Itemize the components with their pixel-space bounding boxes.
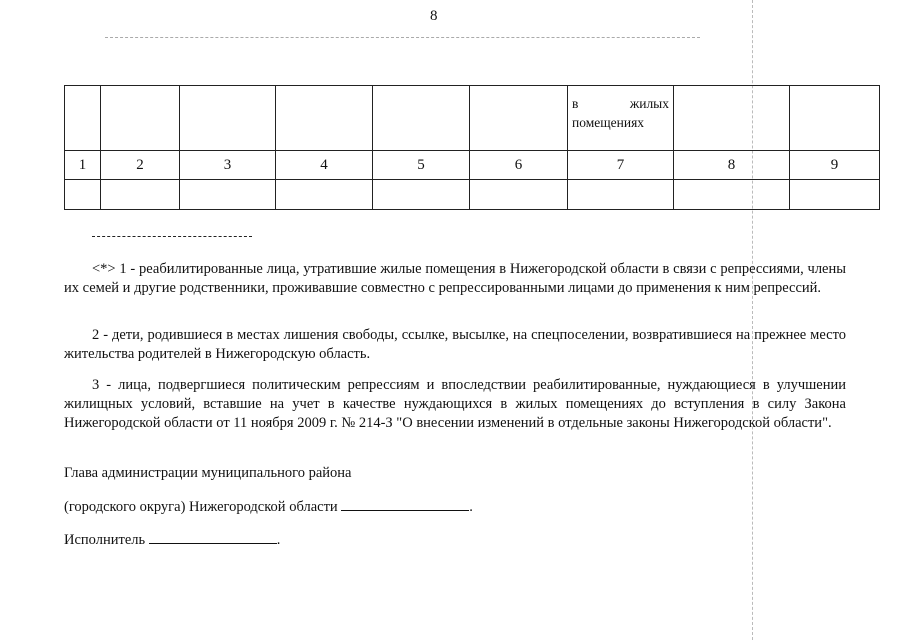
header-cell [674, 86, 790, 151]
header-cell [180, 86, 276, 151]
empty-cell [101, 180, 180, 210]
header-cell [373, 86, 470, 151]
table-number-row [65, 151, 880, 180]
empty-cell [276, 180, 373, 210]
column-number: 5 [373, 151, 470, 180]
data-table [64, 85, 880, 210]
header-cell: в жилых помещениях [568, 86, 674, 151]
header-cell [101, 86, 180, 151]
header-rule [105, 37, 700, 38]
column-number: 3 [180, 151, 276, 180]
signature-blank[interactable] [341, 498, 469, 511]
signature-title: Глава администрации муниципального района [64, 465, 352, 481]
empty-cell [790, 180, 880, 210]
footnote-3: 3 - лица, подвергшиеся политическим репрессиям и впоследствии реабилитированные, нуждающиеся в улучшении жилищных условий, вставшие на учет в качестве нуждающихся в жилых помещениях до вступления в силу Закона Нижегородской области от 11 ноября 2009 г. № 214-З "О внесении изменений в отдельные законы Нижегородской области". [64, 377, 846, 431]
executor-period: . [276, 532, 281, 548]
empty-cell [65, 180, 101, 210]
column-number: 4 [276, 151, 373, 180]
column-number: 8 [674, 151, 790, 180]
executor-label: Исполнитель [64, 532, 146, 548]
page-number: 8 [430, 8, 438, 24]
footnote-separator [92, 236, 252, 237]
column-number: 6 [470, 151, 568, 180]
footnote-1: <*> 1 - реабилитированные лица, утратившие жилые помещения в Нижегородской области в связи с репрессиями, члены их семей и другие родственники, проживавшие совместно с репрессированными лицами до применения к ним репрессий. [64, 261, 846, 296]
empty-cell [373, 180, 470, 210]
executor-blank[interactable] [149, 531, 277, 544]
footnote-2: 2 - дети, родившиеся в местах лишения свободы, ссылке, высылке, на спецпоселении, возвратившиеся на прежнее место жительства родителей в Нижегородскую область. [64, 327, 846, 362]
header-cell [65, 86, 101, 151]
header-cell [470, 86, 568, 151]
column-number: 1 [65, 151, 101, 180]
header-cell [790, 86, 880, 151]
signature-region-line [64, 498, 473, 516]
empty-cell [674, 180, 790, 210]
column-number: 7 [568, 151, 674, 180]
signature-period: . [469, 499, 473, 515]
header-cell [276, 86, 373, 151]
empty-cell [180, 180, 276, 210]
table-empty-row [65, 180, 880, 210]
empty-cell [470, 180, 568, 210]
signature-region-label: (городского округа) Нижегородской области [64, 499, 338, 515]
empty-cell [568, 180, 674, 210]
column-number: 2 [101, 151, 180, 180]
executor-line [64, 531, 280, 549]
column-number: 9 [790, 151, 880, 180]
table-header-row [65, 86, 880, 151]
